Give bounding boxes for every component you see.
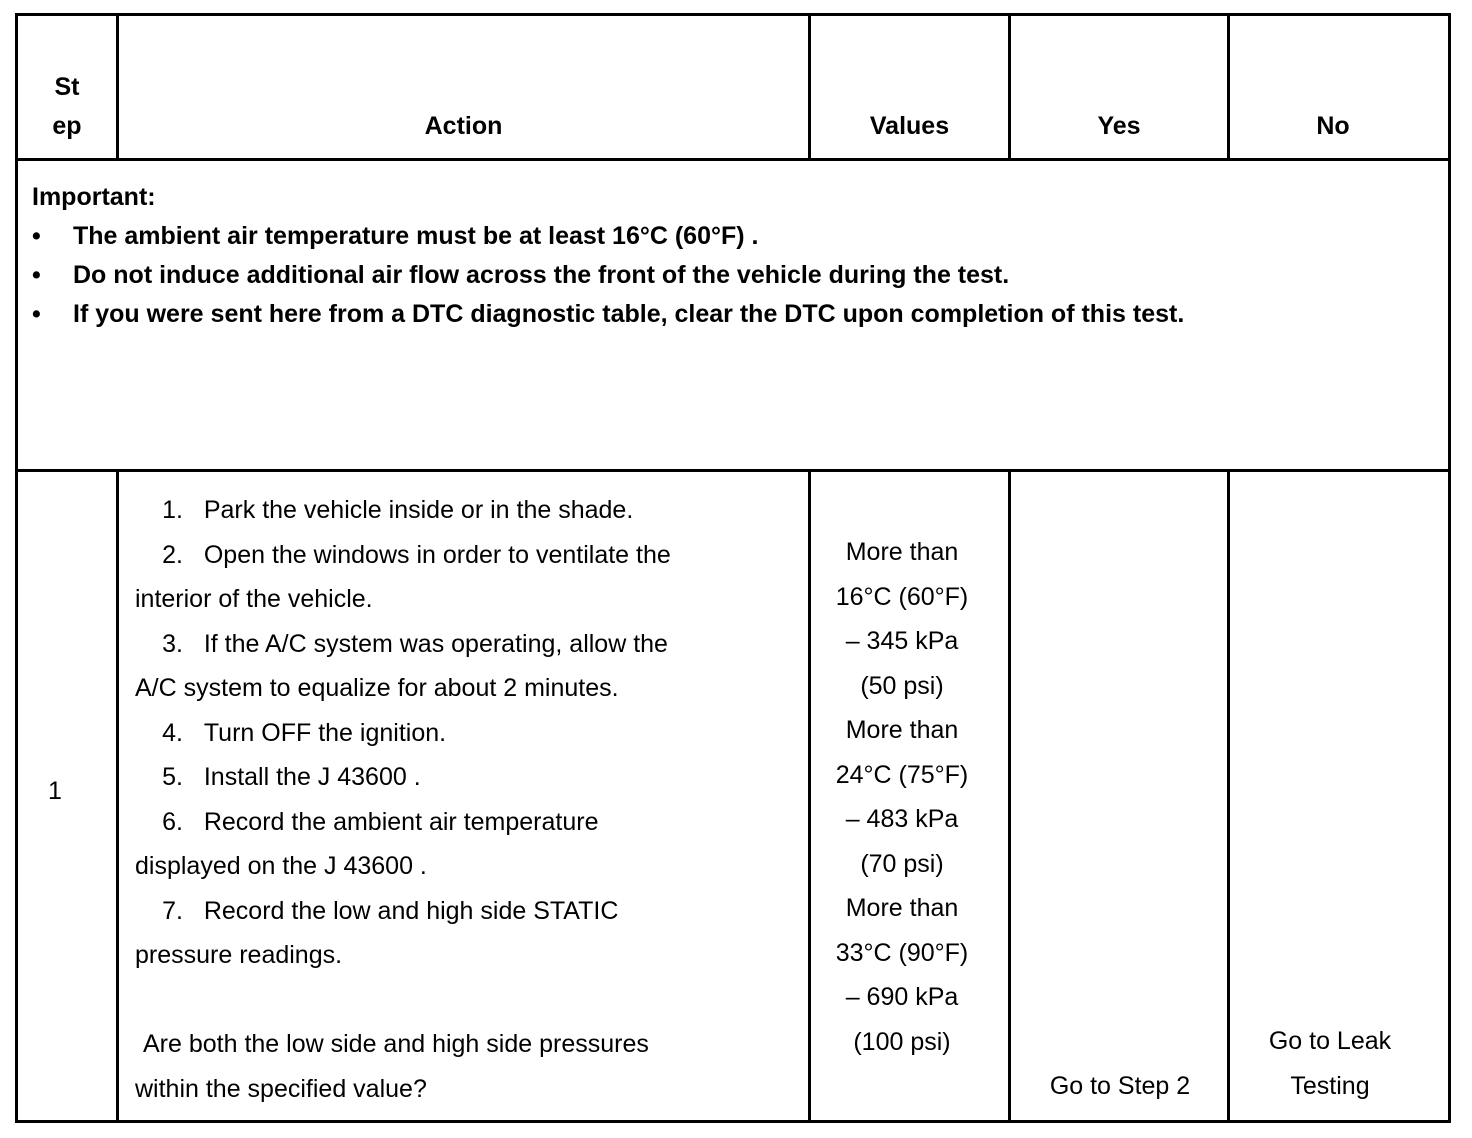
important-note	[32, 178, 1184, 334]
action-item	[135, 711, 795, 756]
value-line: (70 psi)	[860, 849, 944, 878]
action-item-continuation: pressure readings.	[135, 941, 343, 969]
step-number: 1	[48, 777, 62, 805]
no-line1: Go to Leak	[1268, 1027, 1392, 1055]
action-item-number: 5.	[162, 763, 183, 791]
important-rule	[15, 469, 1451, 472]
action-item-continuation: displayed on the J 43600 .	[135, 852, 427, 880]
value-line: 24°C (75°F)	[835, 760, 969, 789]
header-no: No	[1316, 112, 1350, 140]
col-divider-action	[808, 469, 811, 1123]
action-item-text: Install the J 43600 .	[203, 763, 421, 791]
bullet-icon: •	[32, 222, 41, 250]
action-item-number: 2.	[162, 540, 183, 569]
bullet-icon: •	[32, 300, 41, 328]
action-item-number: 4.	[162, 718, 183, 747]
value-line: More than	[845, 894, 959, 922]
important-bullet-text: The ambient air temperature must be at least 16°C (60°F) .	[73, 222, 759, 250]
important-title: Important:	[32, 183, 156, 211]
important-bullet-text: Do not induce additional air flow across the front of the vehicle during the test.	[73, 261, 1010, 289]
action-item-text: Open the windows in order to ventilate the	[203, 540, 671, 569]
header-rule	[15, 158, 1451, 161]
action-item-text: Turn OFF the ignition.	[203, 718, 447, 747]
value-line: (100 psi)	[853, 1027, 951, 1056]
action-item	[135, 889, 795, 934]
values-cell	[812, 530, 992, 1064]
col-divider-step	[116, 469, 119, 1123]
important-bullet	[32, 256, 1184, 295]
header-action: Action	[424, 112, 503, 140]
header-values: Values	[869, 112, 950, 140]
action-item-text: Park the vehicle inside or in the shade.	[203, 496, 634, 524]
value-line: More than	[845, 538, 959, 566]
value-line: 16°C (60°F)	[835, 582, 969, 611]
action-item-number: 1.	[162, 496, 183, 524]
bullet-icon: •	[32, 261, 41, 289]
question-line2: within the specified value?	[135, 1074, 427, 1103]
no-cell	[1230, 1019, 1430, 1108]
action-item-number: 3.	[162, 629, 183, 658]
action-item	[135, 800, 795, 845]
header-step-line1: St	[54, 73, 80, 101]
action-item-text: Record the low and high side STATIC	[203, 896, 619, 925]
value-line: (50 psi)	[860, 671, 944, 700]
header-step-line2: ep	[52, 112, 82, 140]
action-item-continuation: A/C system to equalize for about 2 minutes.	[135, 674, 619, 702]
action-item-number: 7.	[162, 896, 183, 925]
action-item	[135, 622, 795, 667]
important-bullet-text: If you were sent here from a DTC diagnostic table, clear the DTC upon completion of this test.	[73, 300, 1185, 328]
action-item-continuation: interior of the vehicle.	[135, 585, 373, 613]
header-yes: Yes	[1097, 112, 1141, 140]
action-item-text: Record the ambient air temperature	[203, 807, 599, 836]
value-line: 33°C (90°F)	[835, 938, 969, 967]
header-step	[18, 68, 116, 146]
no-line2: Testing	[1290, 1071, 1370, 1100]
value-line: – 483 kPa	[845, 805, 959, 833]
yes-cell: Go to Step 2	[1049, 1072, 1191, 1100]
value-line: More than	[845, 716, 959, 744]
action-item-text: If the A/C system was operating, allow the	[203, 629, 668, 658]
col-divider-values	[1008, 469, 1011, 1123]
action-list	[135, 488, 795, 1111]
question-line1: Are both the low side and high side pressures	[143, 1030, 649, 1058]
important-bullet	[32, 217, 1184, 256]
action-item	[135, 488, 795, 533]
action-item	[135, 533, 795, 578]
action-item-number: 6.	[162, 807, 183, 836]
value-line: – 690 kPa	[845, 983, 959, 1011]
action-item	[135, 755, 795, 800]
value-line: – 345 kPa	[845, 627, 959, 655]
important-bullet	[32, 295, 1184, 334]
